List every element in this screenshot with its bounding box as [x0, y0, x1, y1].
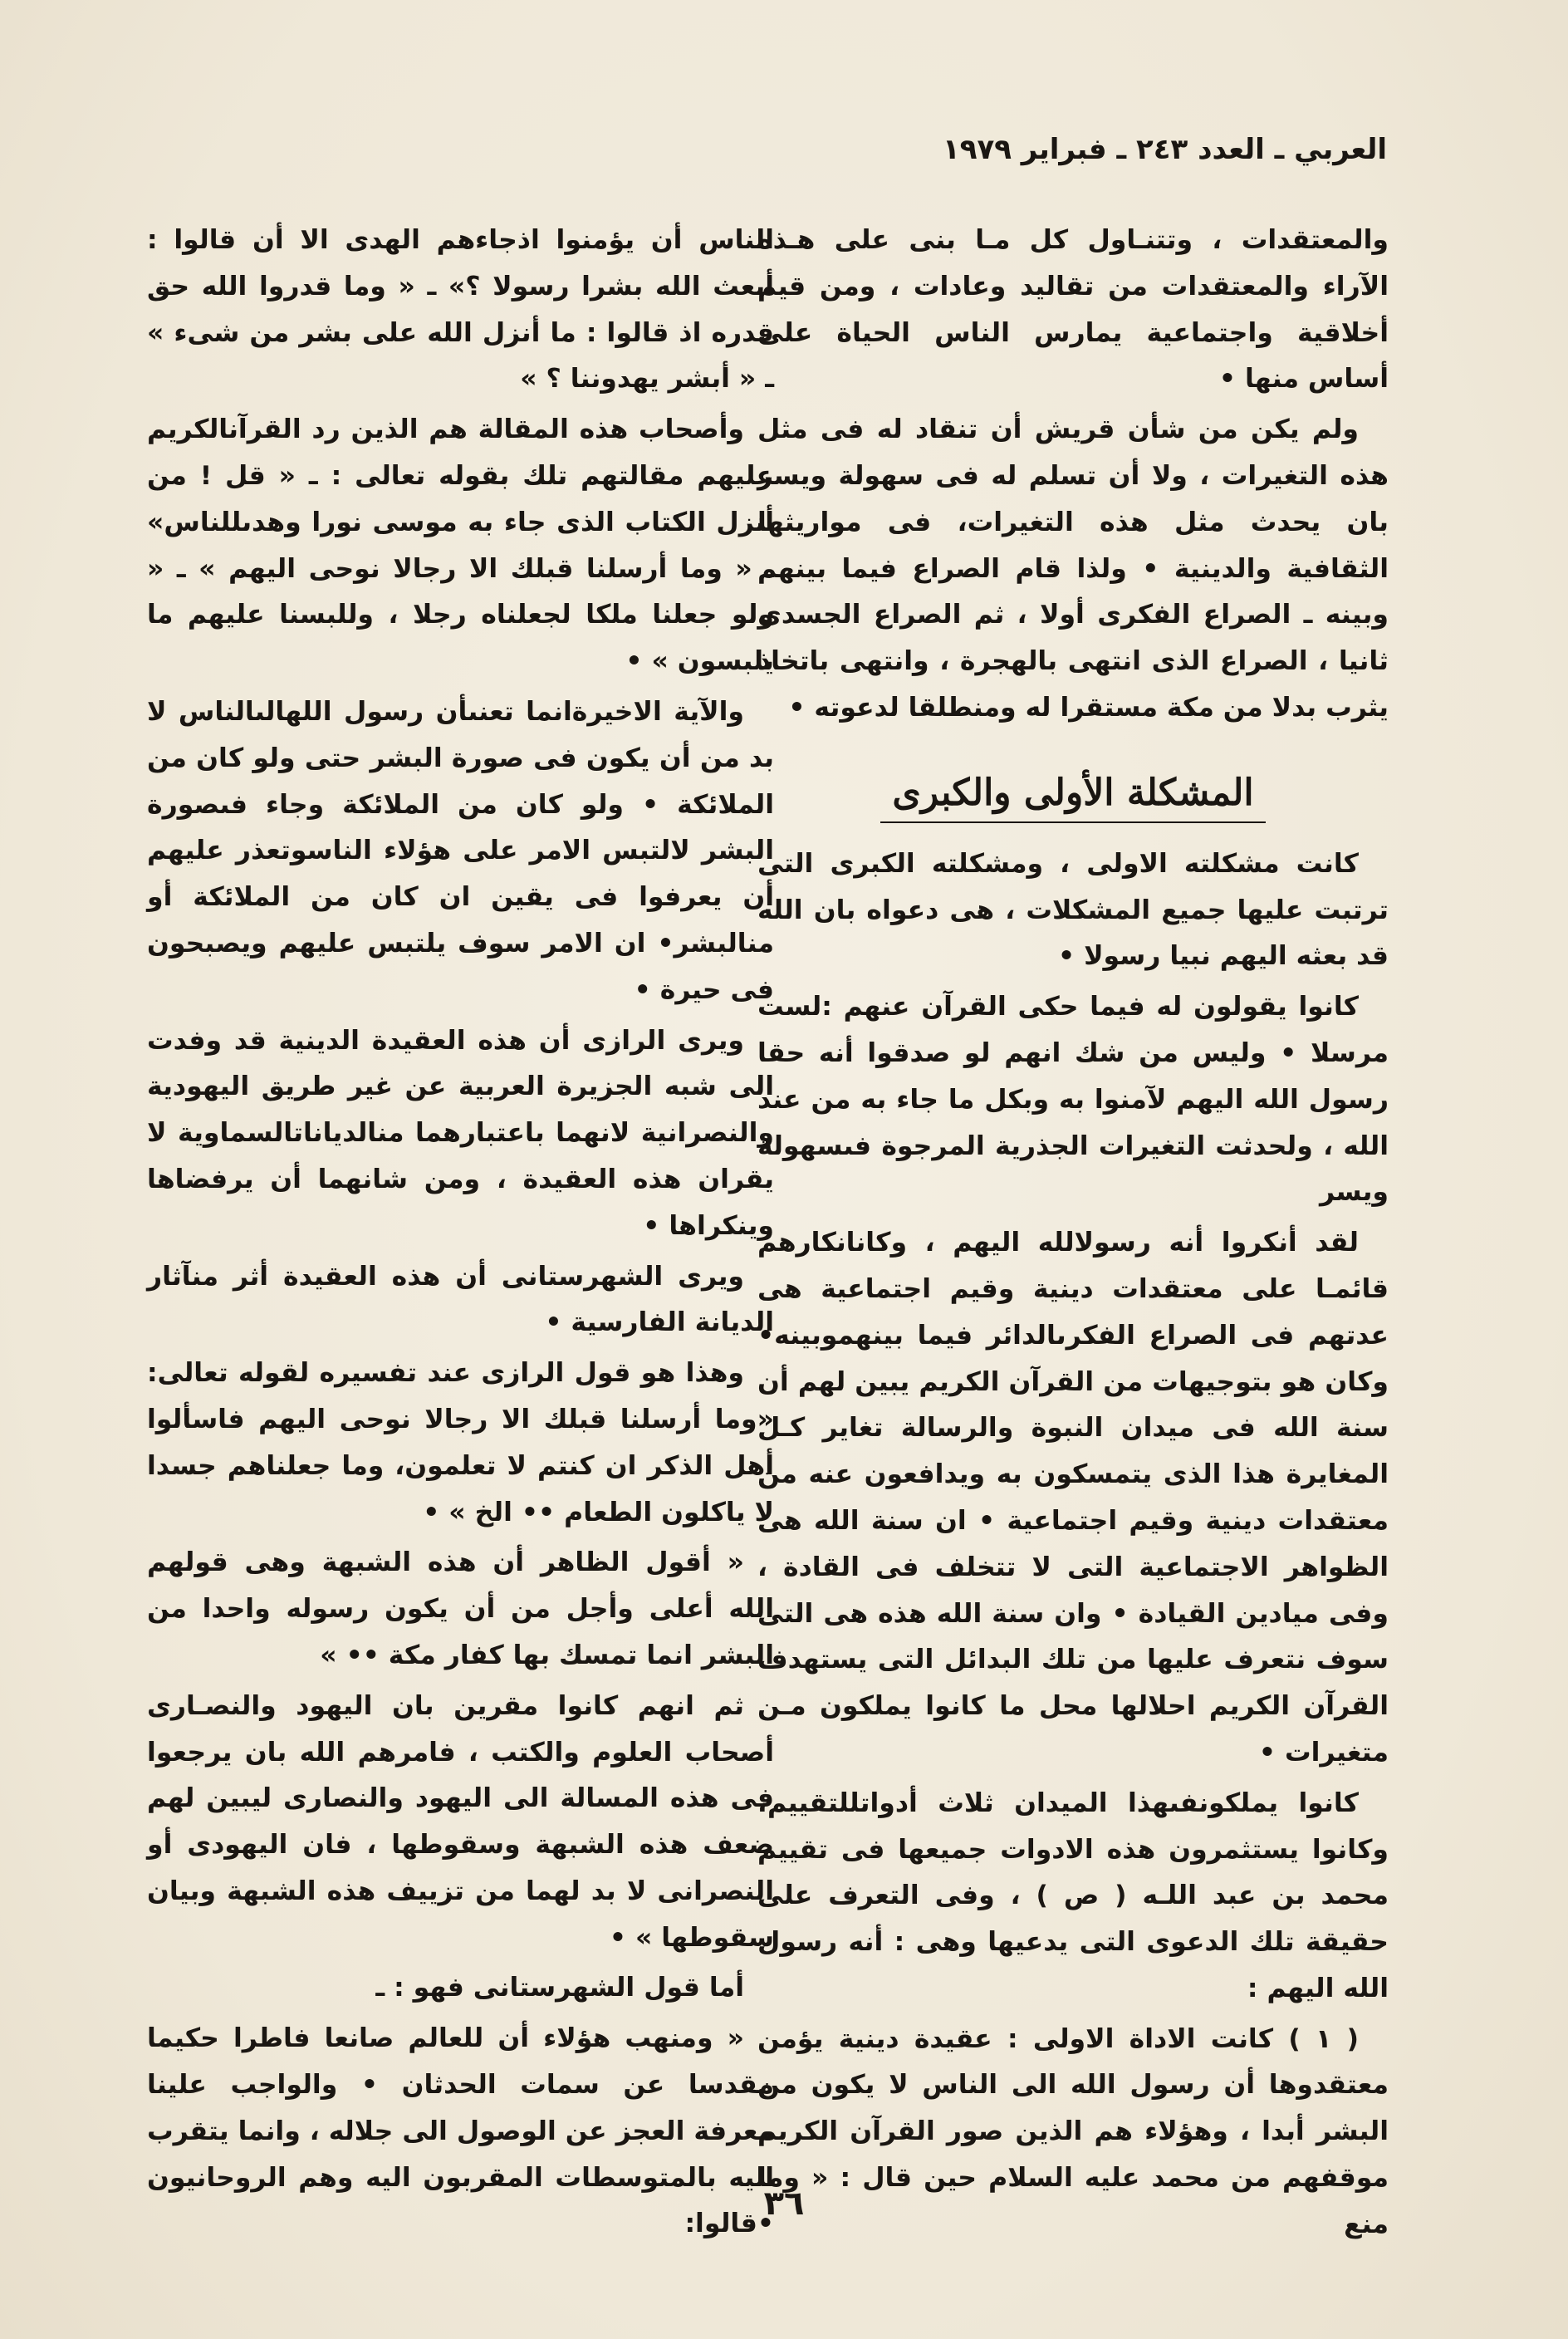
paragraph: والآية الاخيرةانما تعنىأن رسول اللهالىالناس لا بد من أن يكون فى صورة البشر حتى ولو كان من الملائكة • ولو كان من الملائكة وجاء فىصورة البشر لالتبس الامر على هؤلاء الناسوتعذر عليهم أن يعرفوا فى يقين ان كان من الملائكة أو منالبشر• ان الامر سوف يلتبس عليهم ويصبحون فى حيرة •	[147, 696, 774, 1005]
running-header: العربي ـ العدد ٢٤٣ ـ فبراير ١٩٧٩	[942, 133, 1387, 166]
left-column	[147, 218, 774, 2252]
paragraph: « أقول الظاهر أن هذه الشبهة وهى قولهم الله أعلى وأجل من أن يكون رسوله واحدا من البشر انما تمسك بها كفار مكة •• »	[147, 1547, 774, 1670]
paragraph: أما قول الشهرستانى فهو : ـ	[375, 1973, 744, 2003]
paragraph: وهذا هو قول الرازى عند تفسيره لقوله تعالى: «وما أرسلنا قبلك الا رجالا نوحى اليهم فاسألوا أهل الذكر ان كنتم لا تعلمون، وما جعلناهم جسدا لا ياكلون الطعام •• الخ » •	[147, 1358, 774, 1527]
paragraph: الناس أن يؤمنوا اذجاءهم الهدى الا أن قالوا : أبعث الله بشرا رسولا ؟» ـ « وما قدروا الله حق قدره اذ قالوا : ما أنزل الله على بشر من شىء » ـ « أبشر يهدوننا ؟ »	[147, 225, 774, 395]
paragraph: ويرى الرازى أن هذه العقيدة الدينية قد وفدت الى شبه الجزيرة العربية عن غير طريق اليهودية والنصرانية لانهما باعتبارهما منالدياناتالسماوية لا يقران هذه العقيدة ، ومن شانهما أن يرفضاها وينكراها •	[147, 1025, 774, 1241]
paragraph: كانوا يقولون له فيما حكى القرآن عنهم :لست مرسلا • وليس من شك انهم لو صدقوا أنه حقا رسول الله اليهم لآمنوا به وبكل ما جاء به من عند الله ، ولحدثت التغيرات الجذرية المرجوة فىسهولة ويسر	[757, 992, 1389, 1208]
paragraph: ويرى الشهرستانى أن هذه العقيدة أثر منآثار الديانة الفارسية •	[147, 1261, 774, 1338]
paragraph: وأصحاب هذه المقالة هم الذين رد القرآنالكريم عليهم مقالتهم تلك بقوله تعالى : ـ « قل ! من أنزل الكتاب الذى جاء به موسى نورا وهدىللناس» ـ « وما أرسلنا قبلك الا رجالا نوحى اليهم » ـ « ولو جعلنا ملكا لجعلناه رجلا ، وللبسنا عليهم ما يلبسون » •	[147, 414, 774, 677]
paragraph: لقد أنكروا أنه رسولالله اليهم ، وكانانكارهم قائمـا على معتقدات دينية وقيم اجتماعية هى عدتهم فى الصراع الفكرىالدائر فيما بينهموبينه• وكان هو بتوجيهات من القرآن الكريم يبين لهم أن سنة الله فى ميدان النبوة والرسالة تغاير كـل المغايرة هذا الذى يتمسكون به ويدافعون عنه من معتقدات دينية وقيم اجتماعية • ان سنة الله هى الظواهر الاجتماعية التى لا تتخلف فى القادة ، وفى ميادين القيادة • وان سنة الله هذه هى التى سوف نتعرف عليها من تلك البدائل التى يستهدف القرآن الكريم احلالها محل ما كانوا يملكون مـن متغيرات •	[757, 1228, 1389, 1768]
paragraph: « ومنهب هؤلاء أن للعالم صانعا فاطرا حكيما مقدسا عن سمات الحدثان • والواجب علينا معرفة العجز عن الوصول الى جلاله ، وانما يتقرب اليه بالمتوسطات المقربون اليه وهم الروحانيون •قالوا:	[147, 2023, 774, 2239]
paragraph: ولم يكن من شأن قريش أن تنقاد له فى مثل هذه التغيرات ، ولا أن تسلم له فى سهولة ويسر بان يحدث مثل هذه التغيرات، فى مواريثها الثقافية والدينية • ولذا قام الصراع فيما بينهم وبينه ـ الصراع الفكرى أولا ، ثم الصراع الجسدى ثانيا ، الصراع الذى انتهى بالهجرة ، وانتهى باتخاذ يثرب بدلا من مكة مستقرا له ومنطلقا لدعوته •	[757, 414, 1389, 723]
section-heading-wrap	[757, 768, 1389, 823]
paragraph: ( ١ ) كانت الاداة الاولى : عقيدة دينية يؤمن معتقدوها أن رسول الله الى الناس لا يكون من البشر أبدا ، وهؤلاء هم الذين صور القرآن الكريم موقفهم من محمد عليه السلام حين قال : « وما منع	[757, 2023, 1389, 2239]
paragraph: كانت مشكلته الاولى ، ومشكلته الكبرى التى ترتبت عليها جميع المشكلات ، هى دعواه بان الله قد بعثه اليهم نبيا رسولا •	[757, 848, 1389, 972]
paragraph: ثم انهم كانوا مقرين بان اليهود والنصـارى أصحاب العلوم والكتب ، فامرهم الله بان يرجعوا فى هذه المسالة الى اليهود والنصارى ليبين لهم ضعف هذه الشبهة وسقوطها ، فان اليهودى أو النصرانى لا بد لهما من تزييف هذه الشبهة وبيان سقوطها » •	[147, 1690, 774, 1953]
paragraph: كانوا يملكونفىهذا الميدان ثلاث أدواتللتقييم، وكانوا يستثمرون هذه الادوات جميعها فى تقييم محمد بن عبد اللـه ( ص ) ، وفى التعرف على حقيقة تلك الدعوى التى يدعيها وهى : أنه رسول الله اليهم :	[757, 1787, 1389, 2003]
paragraph: والمعتقدات ، وتتنـاول كل مـا بنى على هـذه الآراء والمعتقدات من تقاليد وعادات ، ومن قيم أخلاقية واجتماعية يمارس الناس الحياة على أساس منها •	[757, 225, 1389, 395]
section-heading: المشكلة الأولى والكبرى	[880, 768, 1265, 823]
page-number: ٣٦	[763, 2185, 805, 2223]
right-column	[757, 218, 1389, 2253]
